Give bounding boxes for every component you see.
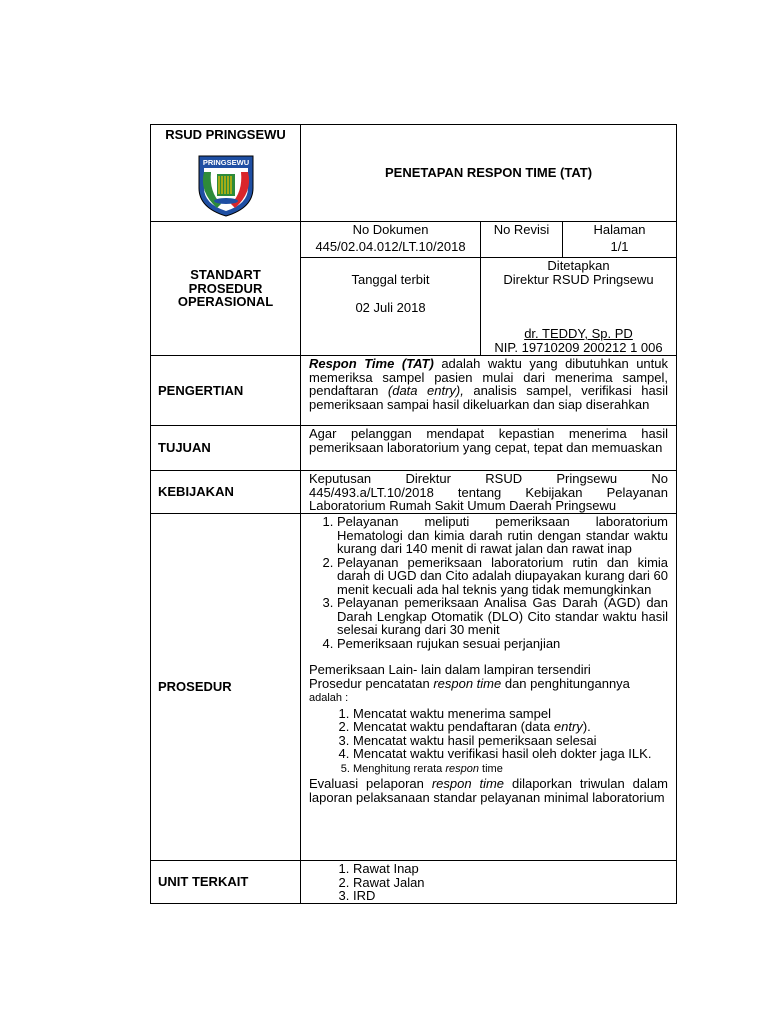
hospital-logo xyxy=(189,152,263,218)
logo-text: PRINGSEWU xyxy=(202,157,249,167)
prosedur-label: PROSEDUR xyxy=(151,514,301,861)
revision-cell xyxy=(481,222,563,258)
page-value: 1/1 xyxy=(610,238,629,254)
record-step: 1. Mencatat waktu menerima sampel xyxy=(353,707,668,721)
record-steps xyxy=(309,707,668,777)
record-step: 3. Mencatat waktu hasil pemeriksaan selesai xyxy=(353,734,668,748)
step5-a: Menghitung rerata xyxy=(353,762,446,775)
sop-label-line-1: STANDART xyxy=(190,267,261,283)
document-title: PENETAPAN RESPON TIME (TAT) xyxy=(384,165,593,181)
director-nip: NIP. 19710209 200212 1 006 xyxy=(494,339,663,355)
unit-label: UNIT TERKAIT xyxy=(151,861,301,904)
step2-italic: entry xyxy=(553,719,583,734)
pengertian-text xyxy=(301,356,677,426)
record-text-b: dan penghitungannya xyxy=(501,675,630,691)
sop-label-line-3: OPERASIONAL xyxy=(177,294,274,310)
pengertian-text-a: adalah waktu yang dibutuhkan untuk memeriksa sampel pasien mulai dari menerima sampel, pendaftaran xyxy=(309,356,669,398)
prosedur-other: Pemeriksaan Lain- lain dalam lampiran tersendiri xyxy=(309,662,591,677)
unit-item: 2. Rawat Jalan xyxy=(353,876,668,890)
step2-a: Mencatat waktu pendaftaran (data xyxy=(353,719,554,734)
pengertian-text-italic: (data entry), xyxy=(387,383,464,398)
prosedur-content xyxy=(301,514,677,861)
prosedur-adalah: adalah : xyxy=(309,692,349,704)
record-step xyxy=(353,720,668,734)
prosedur-item: 4. Pemeriksaan rujukan sesuai perjanjian xyxy=(337,637,668,651)
sop-label-cell xyxy=(151,222,301,356)
approval-director: Direktur RSUD Pringsewu xyxy=(503,271,654,287)
tujuan-text: Agar pelanggan mendapat kepastian menerima hasil pemeriksaan laboratorium yang cepat, tepat dan memuaskan xyxy=(301,426,677,471)
hospital-cell xyxy=(151,125,301,222)
record-text-italic: respon time xyxy=(433,675,502,691)
unit-content xyxy=(301,861,677,904)
tujuan-label: TUJUAN xyxy=(151,426,301,471)
doc-number-cell xyxy=(301,222,481,258)
page-cell xyxy=(563,222,677,258)
kebijakan-label: KEBIJAKAN xyxy=(151,471,301,514)
doc-number-value: 445/02.04.012/LT.10/2018 xyxy=(315,238,466,254)
step5-italic: respon xyxy=(445,762,479,775)
eval-text-a: Evaluasi pelaporan xyxy=(309,776,432,791)
approval-set-by: Ditetapkan xyxy=(547,258,610,273)
step2-b: ). xyxy=(582,719,591,734)
page-label: Halaman xyxy=(593,222,646,237)
unit-item: 1. Rawat Inap xyxy=(353,862,668,876)
issue-label: Tanggal terbit xyxy=(351,272,430,287)
sop-table xyxy=(150,124,677,904)
prosedur-list xyxy=(309,515,668,650)
hospital-name: RSUD PRINGSEWU xyxy=(165,127,286,142)
eval-text-b: dilaporkan triwulan dalam laporan pelaksanaan standar pelayanan minimal laboratorium xyxy=(309,776,669,805)
approval-cell xyxy=(481,258,677,356)
doc-number-label: No Dokumen xyxy=(352,222,429,237)
step5-b: time xyxy=(478,762,503,775)
pengertian-label: PENGERTIAN xyxy=(151,356,301,426)
issue-date: 02 Juli 2018 xyxy=(355,299,426,315)
revision-label: No Revisi xyxy=(493,222,550,237)
unit-list xyxy=(309,862,668,903)
prosedur-evaluation xyxy=(309,777,668,804)
title-cell xyxy=(301,125,677,222)
issue-cell xyxy=(301,258,481,356)
eval-text-italic: respon time xyxy=(431,776,505,791)
pengertian-term: Respon Time (TAT) xyxy=(309,356,434,371)
prosedur-item: 1. Pelayanan meliputi pemeriksaan laboratorium Hematologi dan kimia darah rutin dengan standar waktu kurang dari 140 menit di rawat jalan dan rawat inap xyxy=(337,515,668,556)
record-text-a: Prosedur pencatatan xyxy=(309,675,434,691)
prosedur-item: 3. Pelayanan pemeriksaan Analisa Gas Darah (AGD) dan Darah Lengkap Otomatik (DLO) Cito standar waktu hasil selesai kurang dari 30 menit xyxy=(337,596,668,637)
sop-document xyxy=(150,124,676,904)
sop-label-line-2: PROSEDUR xyxy=(188,280,263,296)
unit-item: 3. IRD xyxy=(353,889,668,903)
director-name: dr. TEDDY, Sp. PD xyxy=(524,326,633,341)
pengertian-text-b: analisis sampel, verifikasi hasil pemeriksaan sampai hasil dikeluarkan dan siap diserahkan xyxy=(309,383,669,412)
prosedur-record xyxy=(309,677,668,691)
prosedur-item: 2. Pelayanan pemeriksaan laboratorium rutin dan kimia darah di UGD dan Cito adalah diupayakan kurang dari 60 menit kecuali ada hal teknis yang tidak memungkinkan xyxy=(337,556,668,597)
record-step xyxy=(353,763,668,777)
kebijakan-text: Keputusan Direktur RSUD Pringsewu No 445/493.a/LT.10/2018 tentang Kebijakan Pelayanan Laboratorium Rumah Sakit Umum Daerah Pringsewu xyxy=(301,471,677,514)
record-step: 4. Mencatat waktu verifikasi hasil oleh dokter jaga ILK. xyxy=(353,747,668,761)
